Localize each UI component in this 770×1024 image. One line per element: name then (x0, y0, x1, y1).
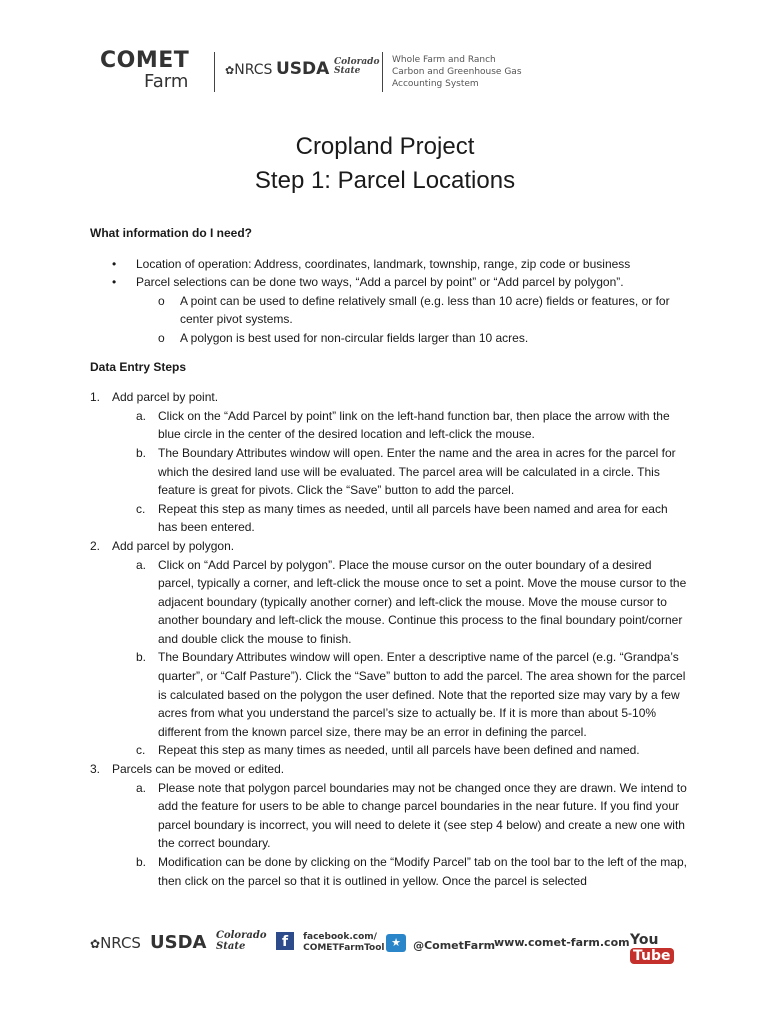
substep-item (112, 648, 690, 741)
twitter-bird-icon: ★ (386, 934, 406, 952)
footer-nrcs-logo (90, 934, 141, 952)
tagline-line: Carbon and Greenhouse Gas (392, 67, 522, 77)
substep-letter: c. (136, 501, 146, 516)
section-heading: What information do I need? (90, 226, 252, 240)
comet-farm-logo (100, 50, 210, 92)
title-line-1: Cropland Project (295, 133, 475, 160)
substeps-list (112, 556, 690, 761)
substep-text: Modification can be done by clicking on the “Modify Parcel” tab on the tool bar to the left of the map, then click on the parcel so that it is outlined in yellow. Once the parcel is selected (158, 855, 687, 888)
substep-text: The Boundary Attributes window will open. Enter the name and the area in acres for the parcel for which the desired land use will be evaluated. The parcel area will be calculated in a circle. This feature is great for pivots. Click the “Save” button to add the parcel. (158, 445, 676, 498)
footer-facebook[interactable] (276, 932, 385, 954)
substep-item (112, 444, 690, 500)
footer-usda-logo: USDA (150, 932, 207, 953)
colorado-state-logo: Colorado State (334, 57, 380, 76)
facebook-url-line1: facebook.com/ (303, 932, 377, 942)
substep-item (112, 500, 690, 537)
tagline-line: Whole Farm and Ranch (392, 55, 496, 65)
substep-text: Click on “Add Parcel by polygon”. Place the mouse cursor on the outer boundary of a desired parcel, typically a corner, and left-click the mouse once to set a point. Move the mouse cursor to the adjacent boundary (typically another corner) and left-click the mouse. Move the mouse cursor to another boundary and left-click the mouse. Continue this process to the final boundary point/corner and double click the mouse to finish. (158, 557, 687, 646)
footer-twitter[interactable] (386, 934, 495, 953)
list-item: o A polygon is best used for non-circular fields larger than 10 acres. (136, 329, 690, 348)
nrcs-leaf-icon: ✿ (225, 64, 235, 77)
substep-item (112, 741, 690, 760)
footer-website-link[interactable]: www.comet-farm.com (494, 936, 630, 949)
substeps-list (112, 407, 690, 537)
step-number: 2. (90, 538, 101, 553)
substep-text: Repeat this step as many times as needed, until all parcels have been named and area for each has been entered. (158, 501, 668, 535)
substep-item (112, 779, 690, 853)
list-item: o A point can be used to define relatively small (e.g. less than 10 acre) fields or features, or for center pivot systems. (136, 292, 690, 329)
facebook-icon: f (276, 932, 294, 950)
header-tagline (392, 54, 522, 90)
page-footer (90, 928, 680, 964)
substep-item (112, 407, 690, 444)
step-text: Add parcel by point. (112, 390, 219, 405)
substep-item (112, 853, 690, 890)
step-text: Parcels can be moved or edited. (112, 762, 285, 777)
list-item-text: Parcel selections can be done two ways, “Add a parcel by point” or “Add parcel by polygon”. (136, 275, 624, 290)
youtube-tube-text: Tube (630, 948, 674, 964)
list-item (90, 273, 690, 347)
substep-letter: b. (136, 855, 147, 869)
farm-logo-text: Farm (144, 71, 189, 92)
substep-letter: a. (136, 780, 147, 795)
document-body (90, 224, 690, 890)
nrcs-leaf-icon: ✿ (90, 937, 101, 951)
step-number: 1. (90, 390, 101, 405)
substeps-list (112, 779, 690, 891)
usda-logo: USDA (276, 59, 330, 79)
sub-bullet-list (136, 292, 690, 348)
substep-text: Repeat this step as many times as needed, until all parcels have been defined and named. (158, 743, 640, 758)
list-item: • Location of operation: Address, coordinates, landmark, township, range, zip code or business (90, 255, 690, 274)
comet-logo-text: COMET (100, 48, 190, 73)
steps-list (90, 388, 690, 890)
header-divider-2 (382, 52, 383, 92)
nrcs-logo (225, 62, 272, 78)
section-heading: Data Entry Steps (90, 359, 187, 374)
page-title (0, 130, 770, 198)
header-divider (214, 52, 215, 92)
facebook-url-line2: COMETFarmTool (303, 943, 385, 953)
substep-letter: c. (136, 743, 146, 758)
footer-csu-logo: Colorado State (216, 930, 267, 952)
nrcs-logo-text: NRCS (234, 62, 273, 78)
youtube-you-text: You (630, 932, 659, 948)
substep-letter: a. (136, 557, 147, 572)
substep-letter: b. (136, 650, 147, 665)
step-item (90, 537, 690, 760)
substep-text: Please note that polygon parcel boundaries may not be changed once they are drawn. We intend to add the feature for users to be able to change parcel boundaries in the near future. If you find your parcel boundary is incorrect, you will need to delete it (see step 4 below) and create a new one with the correct boundary. (158, 780, 687, 851)
substep-letter: b. (136, 445, 147, 460)
substep-text: The Boundary Attributes window will open. Enter a descriptive name of the parcel (e.g. “Grandpa’s quarter”, or “Calf Pasture”). Click the “Save” button to add the parcel. The area shown for the parcel is calculated based on the polygon the user defined. Note that the reported size may vary by a few acres from what you understand the parcel’s size to actually be. If it is more than about 5-10% different from the known parcel size, there may be an error in defining the parcel. (158, 650, 686, 739)
youtube-logo[interactable] (630, 932, 680, 964)
step-item (90, 760, 690, 890)
tagline-line: Accounting System (392, 79, 479, 89)
page-header (100, 48, 680, 96)
twitter-handle: @CometFarm (413, 939, 496, 952)
step-text: Add parcel by polygon. (112, 538, 235, 553)
step-item (90, 388, 690, 537)
substep-item (112, 556, 690, 649)
bullet-list (90, 255, 690, 348)
footer-nrcs-text: NRCS (100, 934, 141, 952)
step-number: 3. (90, 762, 101, 777)
title-line-2: Step 1: Parcel Locations (254, 167, 516, 194)
substep-text: Click on the “Add Parcel by point” link on the left-hand function bar, then place the arrow with the blue circle in the center of the desired location and left-click the mouse. (158, 408, 670, 442)
substep-letter: a. (136, 408, 147, 423)
